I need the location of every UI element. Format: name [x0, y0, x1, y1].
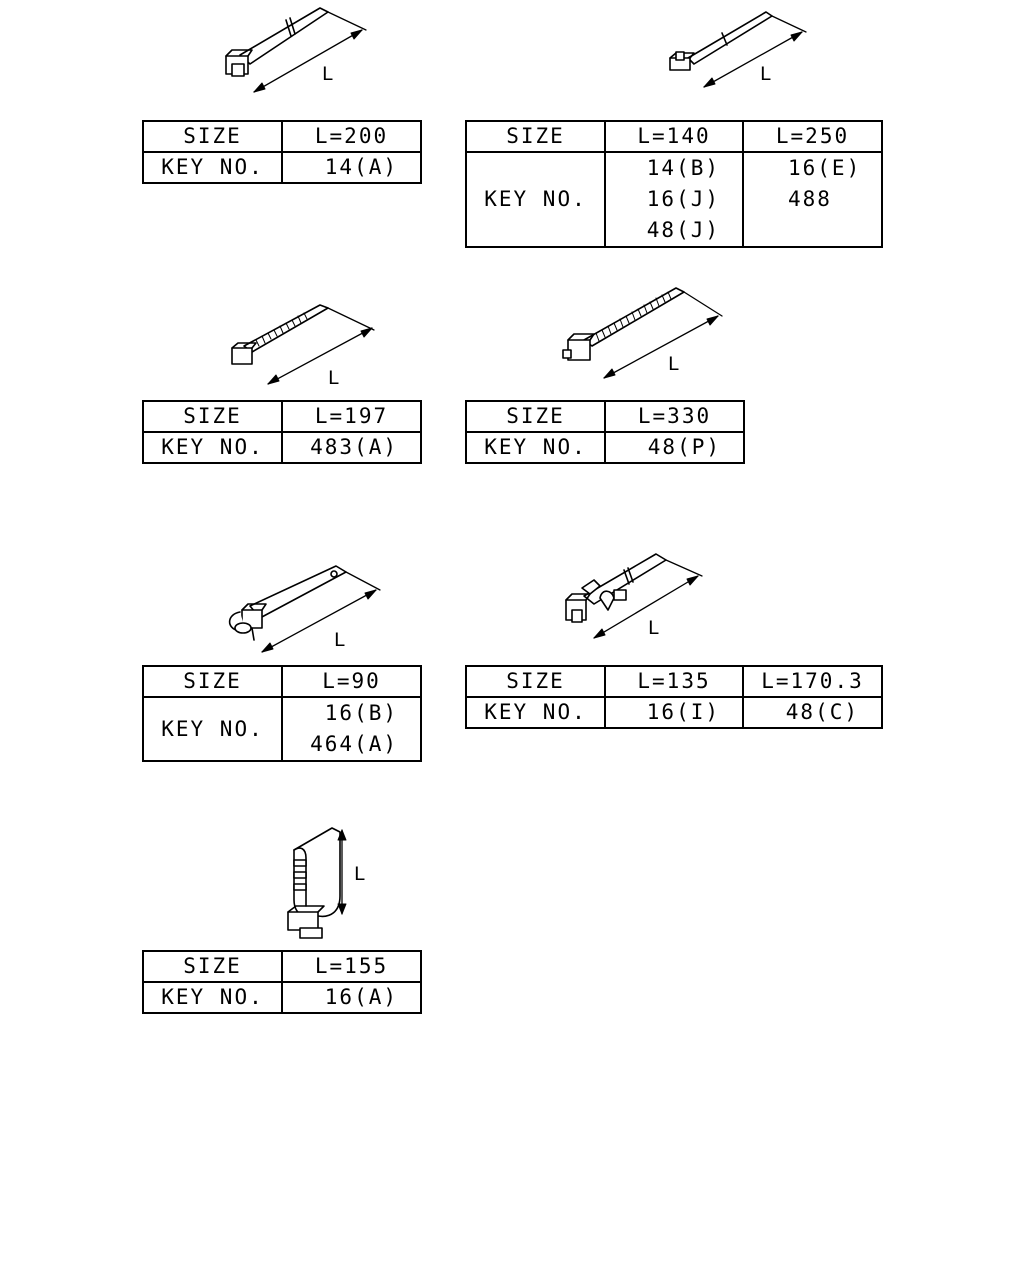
- tie-strap: [240, 8, 328, 64]
- key-row: [143, 697, 421, 761]
- key-no-label: KEY NO.: [466, 152, 605, 247]
- spec-table-1: [142, 120, 422, 184]
- key-no-value: 16(A): [282, 982, 421, 1013]
- dimension-arrowhead: [254, 83, 265, 92]
- size-value: L=140: [605, 121, 743, 152]
- key-no-value: 14(A): [282, 152, 421, 183]
- dimension-label: L: [354, 863, 365, 885]
- key-no-label: KEY NO.: [143, 697, 282, 761]
- dimension-arrowhead: [791, 32, 802, 41]
- dimension-arrowhead: [704, 78, 715, 87]
- dimension-arrowhead: [687, 576, 698, 585]
- extension-line: [666, 560, 702, 576]
- size-label: SIZE: [466, 401, 605, 432]
- tie-clip-loop: [235, 623, 251, 633]
- key-no-value: 48(J): [646, 218, 720, 242]
- tie-clip-wing: [600, 591, 614, 610]
- strap-ribs: [294, 860, 306, 890]
- size-label: SIZE: [143, 666, 282, 697]
- spec-table-6: [465, 665, 883, 729]
- size-label: SIZE: [143, 951, 282, 982]
- dimension-arrowhead: [604, 369, 615, 378]
- size-value: L=250: [743, 121, 882, 152]
- dimension-arrowhead: [268, 375, 279, 384]
- size-row: [143, 951, 421, 982]
- key-no-value: 16(B): [324, 701, 398, 725]
- extension-line: [328, 12, 366, 30]
- size-value: L=170.3: [743, 666, 882, 697]
- dimension-label: L: [648, 617, 659, 639]
- dimension-label: L: [328, 367, 339, 389]
- extension-line: [684, 292, 722, 316]
- tie-clip: [676, 52, 684, 60]
- dimension-arrowhead: [262, 643, 273, 652]
- size-row: [466, 121, 882, 152]
- key-no-value: 48(P): [605, 432, 744, 463]
- strap-hole: [331, 571, 337, 577]
- cable-tie-illustration-7: [278, 822, 378, 944]
- dimension-label: L: [322, 63, 333, 85]
- key-no-value: 16(I): [605, 697, 743, 728]
- dimension-label: L: [334, 629, 345, 651]
- size-label: SIZE: [466, 121, 605, 152]
- dimension-arrowhead: [338, 904, 346, 914]
- dimension-arrowhead: [361, 328, 372, 337]
- key-row: [143, 982, 421, 1013]
- key-row: [143, 432, 421, 463]
- size-row: [466, 666, 882, 697]
- key-no-label: KEY NO.: [466, 697, 605, 728]
- tie-clip-leg: [252, 628, 254, 640]
- key-no-values: [605, 152, 743, 247]
- key-no-label: KEY NO.: [143, 432, 282, 463]
- tie-clip-tab: [614, 590, 626, 600]
- dimension-arrowhead: [707, 316, 718, 325]
- key-row: [143, 152, 421, 183]
- cable-tie-illustration-4: [555, 280, 730, 385]
- key-no-values: [743, 152, 882, 247]
- key-no-value: 483(A): [282, 432, 421, 463]
- key-no-value: 16(J): [646, 187, 720, 211]
- size-value: L=200: [282, 121, 421, 152]
- key-no-value: 488: [788, 187, 832, 211]
- spec-table-3: [142, 400, 422, 464]
- strap-serrations: [256, 313, 307, 346]
- size-value: L=330: [605, 401, 744, 432]
- key-no-value: 16(E): [788, 156, 862, 180]
- tie-head: [232, 348, 252, 364]
- key-no-label: KEY NO.: [143, 152, 282, 183]
- cable-tie-illustration-1: [215, 0, 385, 100]
- key-no-value: 48(C): [743, 697, 882, 728]
- size-label: SIZE: [143, 121, 282, 152]
- size-value: L=135: [605, 666, 743, 697]
- key-no-value: 14(B): [646, 156, 720, 180]
- spec-table-7: [142, 950, 422, 1014]
- size-row: [143, 401, 421, 432]
- extension-line: [346, 572, 380, 590]
- tie-latch: [563, 350, 571, 358]
- key-no-label: KEY NO.: [143, 982, 282, 1013]
- size-row: [466, 401, 744, 432]
- size-row: [143, 666, 421, 697]
- cable-tie-illustration-5: [220, 560, 390, 660]
- spec-table-5: [142, 665, 422, 762]
- tie-pin: [232, 64, 244, 76]
- spec-table-2: [465, 120, 883, 248]
- key-row: [466, 697, 882, 728]
- key-no-values: [282, 697, 421, 761]
- key-no-value: 464(A): [310, 732, 398, 756]
- key-no-label: KEY NO.: [466, 432, 605, 463]
- size-value: L=197: [282, 401, 421, 432]
- cable-tie-illustration-3: [225, 295, 385, 390]
- size-row: [143, 121, 421, 152]
- key-row: [466, 152, 882, 247]
- size-value: L=90: [282, 666, 421, 697]
- extension-line: [328, 308, 374, 330]
- size-label: SIZE: [466, 666, 605, 697]
- tie-strap: [244, 305, 328, 352]
- size-label: SIZE: [143, 401, 282, 432]
- extension-line: [772, 16, 806, 32]
- dimension-arrowhead: [351, 30, 362, 39]
- cable-tie-illustration-2: [660, 0, 820, 100]
- key-row: [466, 432, 744, 463]
- size-value: L=155: [282, 951, 421, 982]
- spec-table-4: [465, 400, 745, 464]
- tie-pin: [572, 610, 582, 622]
- cable-tie-illustration-6: [555, 548, 710, 648]
- dimension-arrowhead: [365, 590, 376, 599]
- dimension-label: L: [668, 353, 679, 375]
- dimension-label: L: [760, 63, 771, 85]
- dimension-line: [268, 328, 372, 384]
- dimension-arrowhead: [594, 629, 605, 638]
- tie-base: [300, 928, 322, 938]
